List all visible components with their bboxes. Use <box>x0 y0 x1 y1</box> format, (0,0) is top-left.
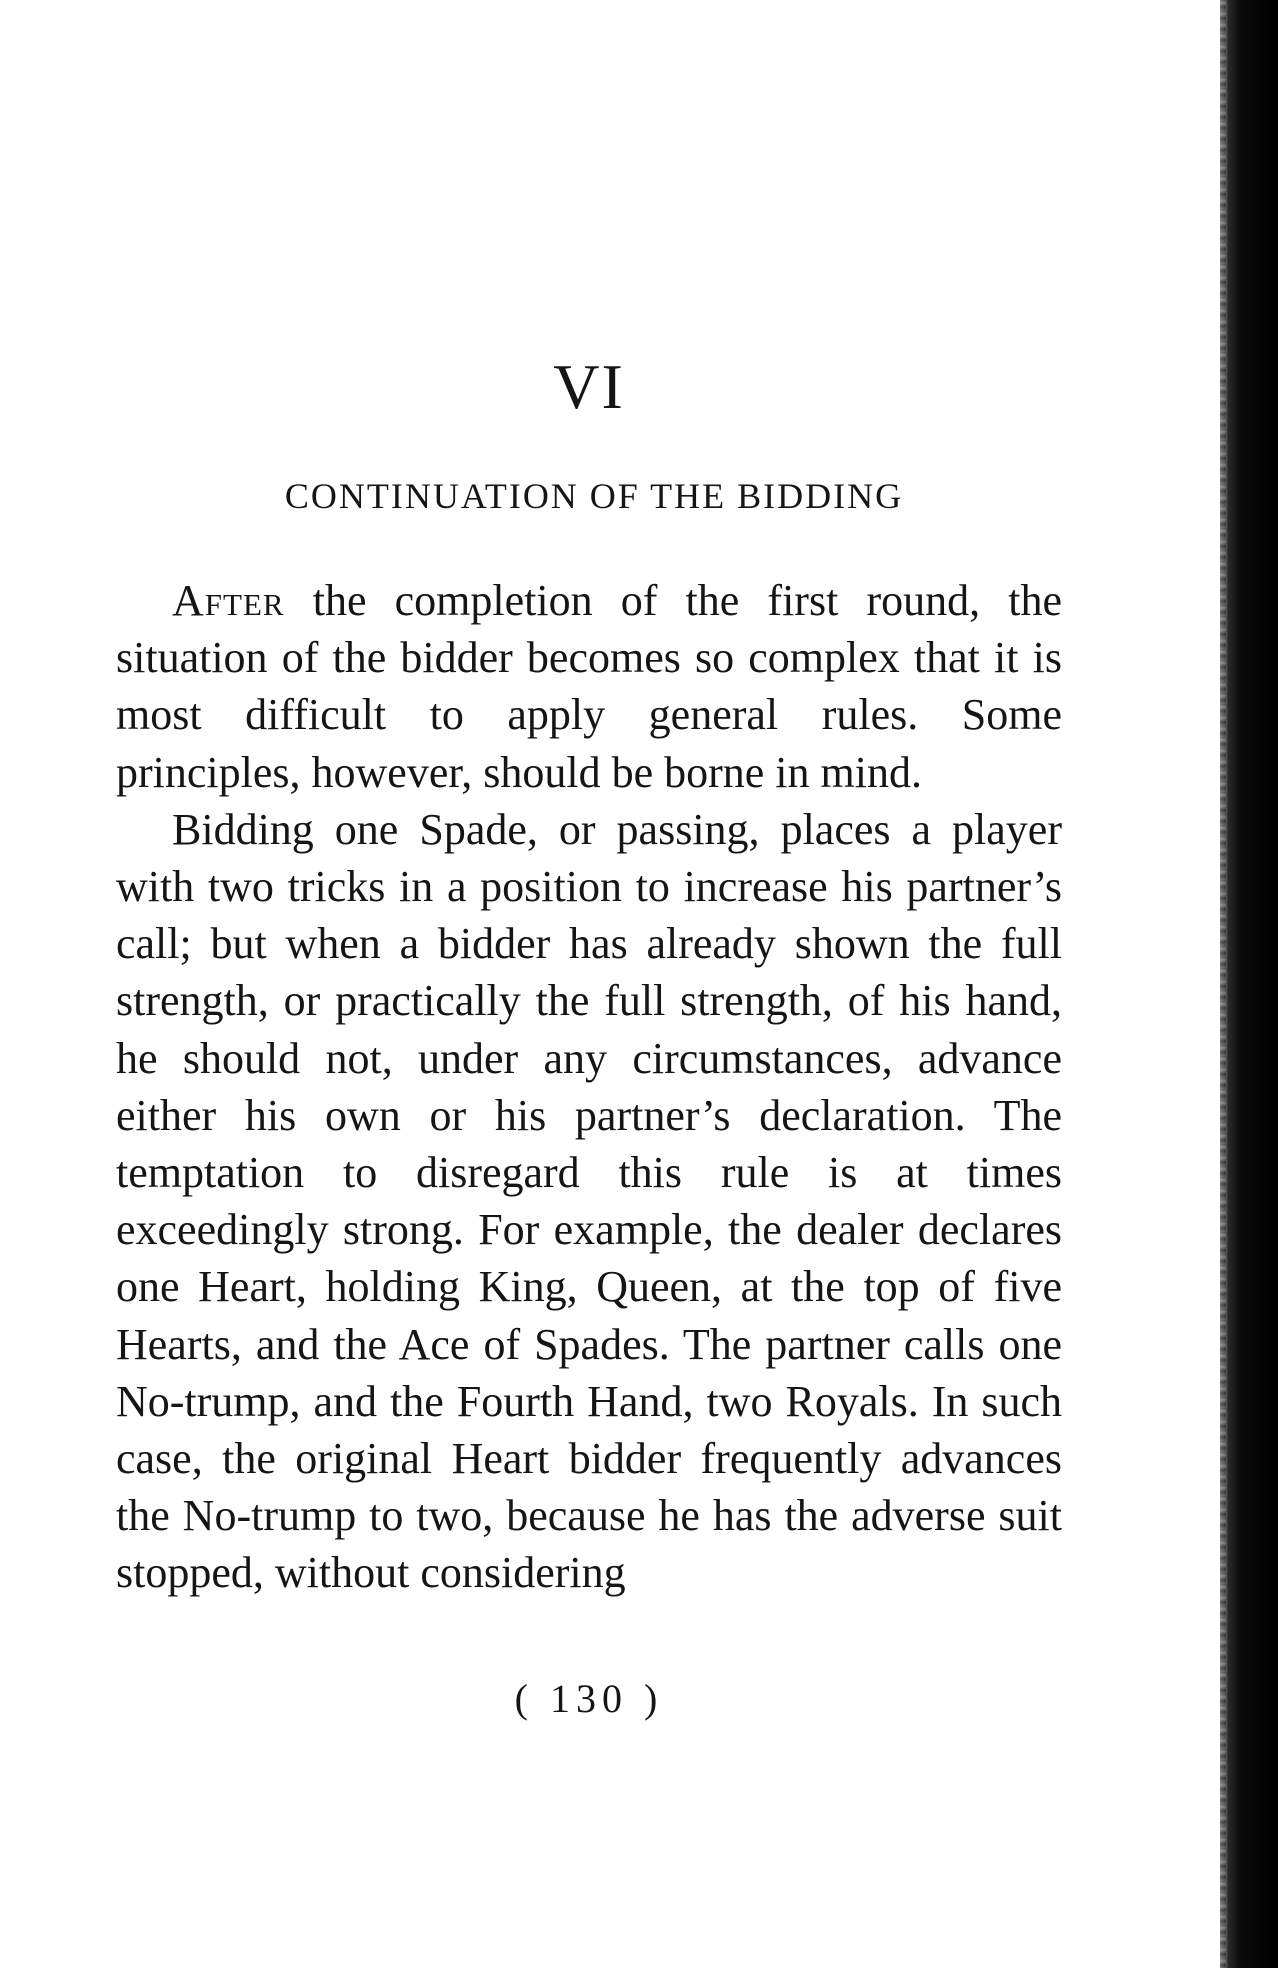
paragraph-1 <box>116 572 1062 801</box>
chapter-number: VI <box>553 351 625 422</box>
page-edge <box>1220 0 1226 1968</box>
paragraph-1-lead: After <box>172 576 285 625</box>
book-spine-shadow <box>1220 0 1278 1968</box>
body-text <box>116 572 1062 1602</box>
page-number: ( 130 ) <box>514 1676 664 1721</box>
chapter-title: CONTINUATION OF THE BIDDING <box>284 476 904 516</box>
paragraph-1-text: the completion of the first round, the situation of the bidder becomes so complex that it is most difficult to apply general rules. Some principles, however, should be borne in mind. <box>116 576 1062 797</box>
paragraph-2: Bidding one Spade, or passing, places a player with two tricks in a position to increase his partner’s call; but when a bidder has already shown the full strength, or practically the full strength, of his hand, he should not, under any circumstances, advance either his own or his partner’s declaration. The temptation to disregard this rule is at times exceedingly strong. For example, the dealer declares one Heart, holding King, Queen, at the top of five Hearts, and the Ace of Spades. The partner calls one No-trump, and the Fourth Hand, two Royals. In such case, the original Heart bidder frequently advances the No-trump to two, because he has the adverse suit stopped, without considering <box>116 804 1062 1598</box>
